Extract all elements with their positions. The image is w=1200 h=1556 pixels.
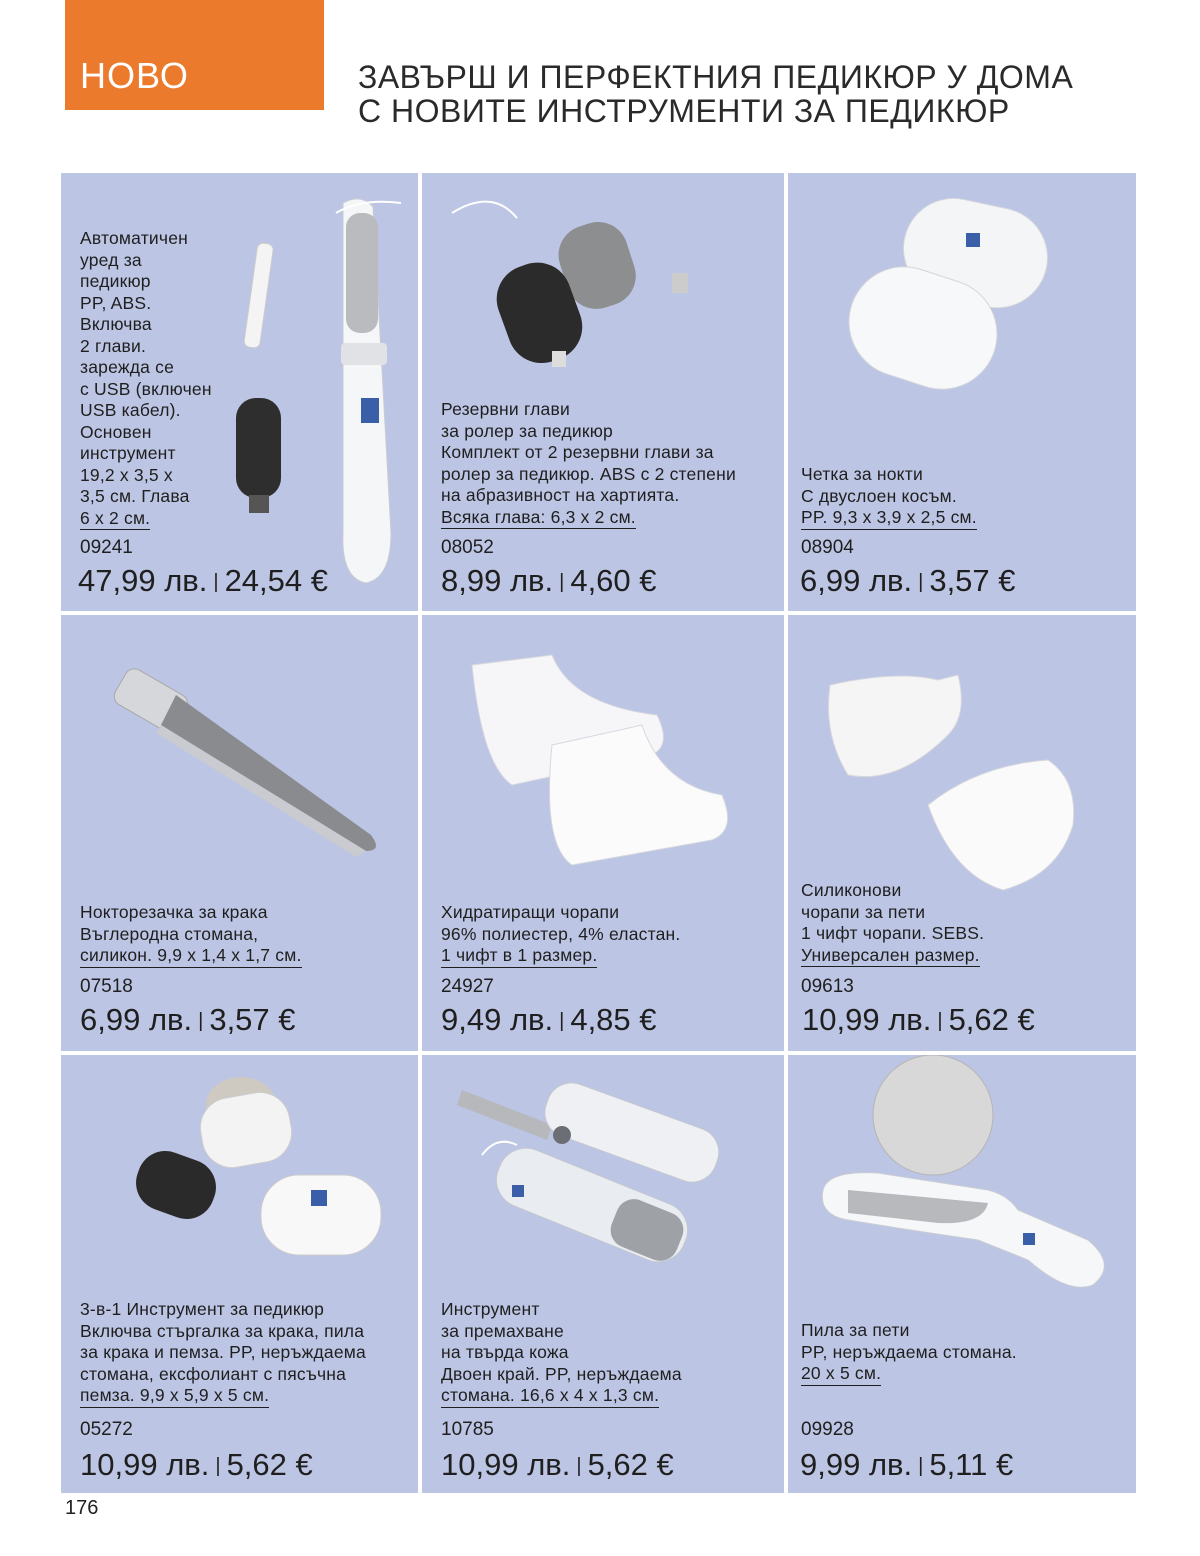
price-bgn: 10,99 лв.	[80, 1447, 210, 1482]
desc-line: за премахване	[441, 1320, 564, 1341]
product-price: 8,99 лв. | 4,60 €	[441, 563, 657, 598]
desc-line: на абразивност на хартията.	[441, 485, 680, 505]
product-code: 08904	[801, 537, 854, 558]
product-card[interactable]	[788, 1055, 1136, 1493]
product-description	[80, 902, 302, 968]
product-description	[801, 880, 984, 967]
desc-line: Включва стъргалка за крака, пила	[80, 1320, 365, 1341]
desc-line: за крака и пемза. PP, неръждаема	[80, 1342, 366, 1362]
product-description	[80, 228, 212, 530]
desc-line: Всяка глава: 6,3 x 2 см.	[441, 507, 636, 530]
desc-line: USB кабел).	[80, 400, 181, 420]
desc-line: Четка за нокти	[801, 464, 923, 484]
product-code: 09928	[801, 1419, 854, 1440]
new-badge	[65, 0, 324, 110]
product-price: 10,99 лв. | 5,62 €	[80, 1447, 313, 1482]
price-eur: 24,54 €	[224, 563, 328, 598]
desc-line: инструмент	[80, 443, 176, 463]
product-card[interactable]	[61, 173, 418, 611]
new-badge-label: НОВО	[80, 55, 189, 96]
price-eur: 5,62 €	[587, 1447, 674, 1482]
product-price: 10,99 лв. | 5,62 €	[441, 1447, 674, 1482]
product-price: 9,49 лв. | 4,85 €	[441, 1002, 657, 1037]
desc-line: PP, неръждаема стомана.	[801, 1341, 1017, 1362]
desc-line: 1 чифт чорапи. SEBS.	[801, 923, 985, 943]
product-code: 09241	[80, 537, 133, 558]
product-grid	[61, 173, 1136, 1493]
price-bgn: 9,49 лв.	[441, 1002, 554, 1037]
desc-line: С двуслоен косъм.	[801, 485, 957, 506]
desc-line: Силиконови	[801, 880, 902, 900]
product-code: 08052	[441, 537, 494, 558]
desc-line: Пила за пети	[801, 1320, 910, 1340]
page-headline	[358, 60, 1118, 128]
price-eur: 5,62 €	[226, 1447, 313, 1482]
desc-line: 20 x 5 см.	[801, 1363, 881, 1386]
price-bgn: 8,99 лв.	[441, 563, 554, 598]
desc-line: PP. 9,3 x 3,9 x 2,5 см.	[801, 507, 977, 530]
desc-line: Двоен край. PP, неръждаема	[441, 1363, 682, 1384]
product-price: 6,99 лв. | 3,57 €	[800, 563, 1016, 598]
price-eur: 3,57 €	[929, 563, 1016, 598]
price-eur: 3,57 €	[209, 1002, 296, 1037]
desc-line: Нокторезачка за крака	[80, 902, 268, 922]
headline-line-1: ЗАВЪРШ И ПЕРФЕКТНИЯ ПЕДИКЮР У ДОМА	[358, 59, 1074, 95]
desc-line: за ролер за педикюр	[441, 420, 613, 441]
product-card[interactable]	[422, 1055, 784, 1493]
desc-line: Въглеродна стомана,	[80, 923, 259, 944]
product-card[interactable]	[422, 615, 784, 1051]
desc-line: чорапи за пети	[801, 901, 926, 922]
product-code: 10785	[441, 1419, 494, 1440]
desc-line: 19,2 x 3,5 x	[80, 464, 173, 485]
desc-line: Основен	[80, 421, 152, 442]
desc-line: 3-в-1 Инструмент за педикюр	[80, 1299, 325, 1319]
price-bgn: 10,99 лв.	[802, 1002, 932, 1037]
price-eur: 4,60 €	[570, 563, 657, 598]
price-bgn: 47,99 лв.	[78, 563, 208, 598]
desc-line: стомана. 16,6 x 4 x 1,3 см.	[441, 1385, 659, 1408]
product-description	[801, 464, 977, 530]
desc-line: Универсален размер.	[801, 945, 980, 968]
product-card[interactable]	[788, 615, 1136, 1051]
price-bgn: 9,99 лв.	[800, 1447, 913, 1482]
product-code: 07518	[80, 976, 133, 997]
price-bgn: 10,99 лв.	[441, 1447, 571, 1482]
product-price: 47,99 лв. | 24,54 €	[78, 563, 328, 598]
product-card[interactable]	[61, 1055, 418, 1493]
desc-line: уред за	[80, 249, 142, 270]
product-price: 9,99 лв. | 5,11 €	[800, 1447, 1014, 1482]
price-eur: 5,62 €	[948, 1002, 1035, 1037]
product-card[interactable]	[422, 173, 784, 611]
desc-line: пемза. 9,9 x 5,9 x 5 см.	[80, 1385, 269, 1408]
product-code: 09613	[801, 976, 854, 997]
desc-line: с USB (включен	[80, 378, 212, 399]
desc-line: 2 глави.	[80, 335, 147, 356]
desc-line: Инструмент	[441, 1299, 540, 1319]
desc-line: силикон. 9,9 x 1,4 x 1,7 см.	[80, 945, 302, 968]
desc-line: ролер за педикюр. ABS с 2 степени	[441, 463, 736, 484]
product-code: 05272	[80, 1419, 133, 1440]
desc-line: 1 чифт в 1 размер.	[441, 945, 597, 968]
desc-line: Включва	[80, 314, 152, 334]
desc-line: 96% полиестер, 4% еластан.	[441, 923, 681, 944]
product-code: 24927	[441, 976, 494, 997]
desc-line: Хидратиращи чорапи	[441, 902, 620, 922]
desc-line: на твърда кожа	[441, 1342, 569, 1362]
desc-line: зарежда се	[80, 357, 175, 377]
product-description	[801, 1320, 1017, 1386]
desc-line: Автоматичен	[80, 228, 189, 248]
desc-line: стомана, ексфолиант с пясъчна	[80, 1363, 347, 1384]
desc-line: Комплект от 2 резервни глави за	[441, 442, 714, 462]
price-eur: 5,11 €	[929, 1447, 1014, 1482]
headline-line-2: С НОВИТЕ ИНСТРУМЕНТИ ЗА ПЕДИКЮР	[358, 93, 1010, 129]
page-number: 176	[65, 1497, 99, 1519]
product-card[interactable]	[788, 173, 1136, 611]
price-bgn: 6,99 лв.	[800, 563, 913, 598]
product-description	[441, 1299, 682, 1408]
product-price: 6,99 лв. | 3,57 €	[80, 1002, 296, 1037]
desc-line: Резервни глави	[441, 399, 570, 419]
product-description	[441, 399, 736, 529]
desc-line: 3,5 см. Глава	[80, 486, 190, 506]
desc-line: 6 x 2 см.	[80, 508, 150, 531]
product-price: 10,99 лв. | 5,62 €	[802, 1002, 1035, 1037]
product-description	[441, 902, 680, 968]
product-description	[80, 1299, 366, 1408]
desc-line: педикюр	[80, 271, 151, 291]
product-card[interactable]	[61, 615, 418, 1051]
price-bgn: 6,99 лв.	[80, 1002, 193, 1037]
price-eur: 4,85 €	[570, 1002, 657, 1037]
desc-line: PP, ABS.	[80, 292, 152, 313]
